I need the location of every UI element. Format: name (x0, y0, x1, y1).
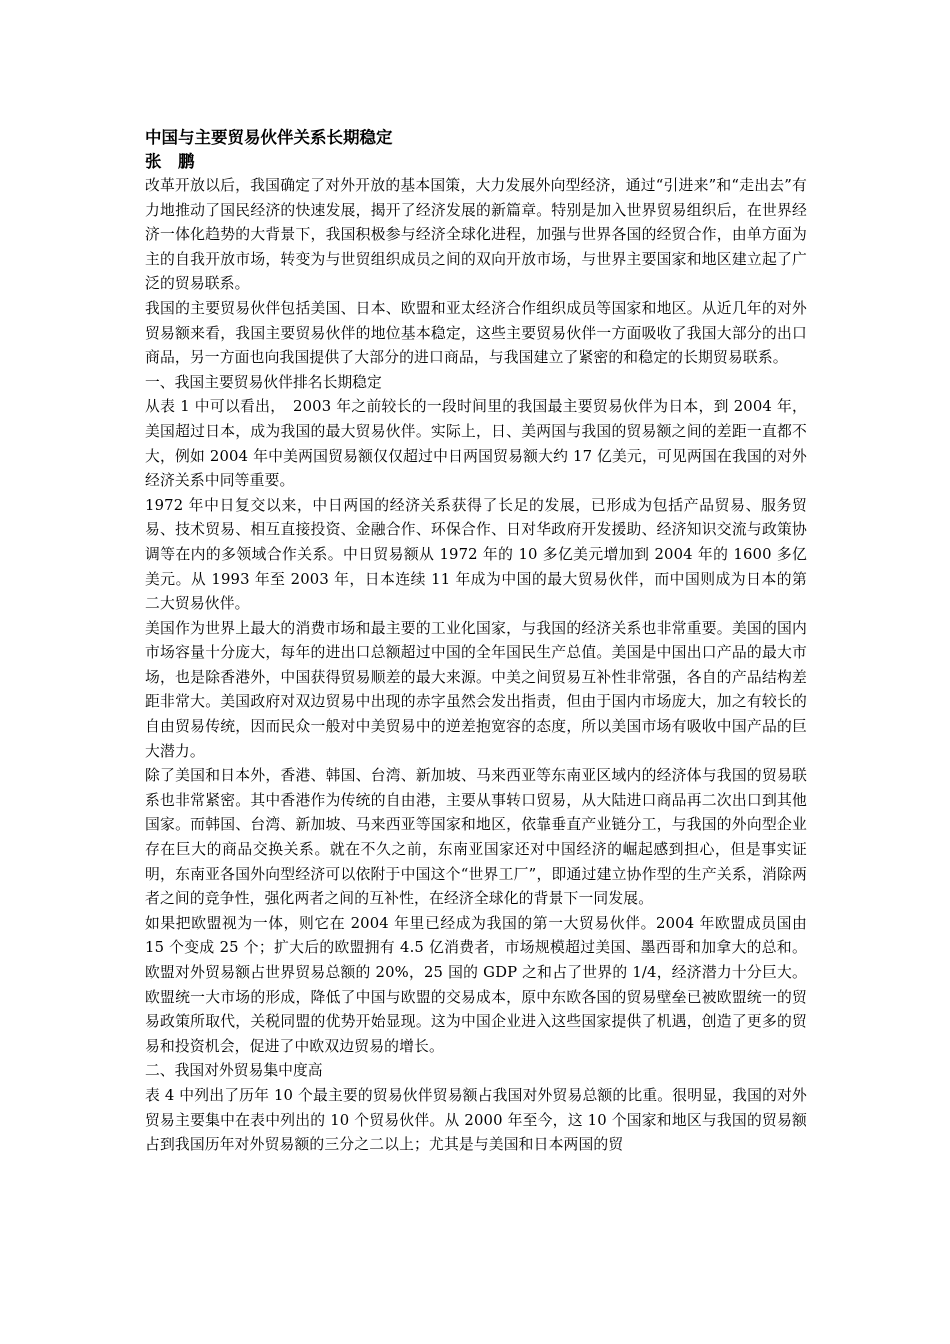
article-author: 张 鹏 (145, 152, 195, 171)
paragraph-main-partners: 我国的主要贸易伙伴包括美国、日本、欧盟和亚太经济合作组织成员等国家和地区。从近几年的对外贸易额来看，我国主要贸易伙伴的地位基本稳定，这些主要贸易伙伴一方面吸收了我国大部分的出口商品，另一方面也向我国提供了大部分的进口商品，与我国建立了紧密的和稳定的长期贸易联系。 (145, 299, 807, 367)
article-title: 中国与主要贸易伙伴关系长期稳定 (145, 128, 393, 147)
paragraph-table1-ranking: 从表 1 中可以看出， 2003 年之前较长的一段时间里的我国最主要贸易伙伴为日本，到 2004 年，美国超过日本，成为我国的最大贸易伙伴。实际上，日、美两国与我国的贸易额之间的差距一直都不大，例如 2004 年中美两国贸易额仅仅超过中日两国贸易额大约 17 亿美元，可见两国在我国的对外经济关系中同等重要。 (145, 398, 807, 490)
section-heading-2: 二、我国对外贸易集中度高 (145, 1062, 323, 1080)
paragraph-eu: 如果把欧盟视为一体，则它在 2004 年里已经成为我国的第一大贸易伙伴。2004 年欧盟成员国由 15 个变成 25 个；扩大后的欧盟拥有 4.5 亿消费者，市场规模超过美国、墨西哥和加拿大的总和。欧盟对外贸易额占世界贸易总额的 20%，25 国的 GDP 之和占了世界的 1/4，经济潜力十分巨大。欧盟统一大市场的形成，降低了中国与欧盟的交易成本，原中东欧各国的贸易壁垒已被欧盟统一的贸易政策所取代，关税同盟的优势开始显现。这为中国企业进入这些国家提供了机遇，创造了更多的贸易和投资机会，促进了中欧双边贸易的增长。 (145, 914, 807, 1055)
paragraph-southeast-asia: 除了美国和日本外，香港、韩国、台湾、新加坡、马来西亚等东南亚区域内的经济体与我国的贸易联系也非常紧密。其中香港作为传统的自由港，主要从事转口贸易，从大陆进口商品再二次出口到其他国家。而韩国、台湾、新加坡、马来西亚等国家和地区，依靠垂直产业链分工，与我国的外向型企业存在巨大的商品交换关系。就在不久之前，东南亚国家还对中国经济的崛起感到担心，但是事实证明，东南亚各国外向型经济可以依附于中国这个“世界工厂”，即通过建立协作型的生产关系，消除两者之间的竞争性，强化两者之间的互补性，在经济全球化的背景下一同发展。 (145, 767, 807, 908)
paragraph-intro-opening: 改革开放以后，我国确定了对外开放的基本国策，大力发展外向型经济，通过“引进来”和“走出去”有力地推动了国民经济的快速发展，揭开了经济发展的新篇章。特别是加入世界贸易组织后，在世界经济一体化趋势的大背景下，我国积极参与经济全球化进程，加强与世界各国的经贸合作，由单方面为主的自我开放市场，转变为与世贸组织成员之间的双向开放市场，与世界主要国家和地区建立起了广泛的贸易联系。 (145, 177, 807, 293)
article-body (145, 174, 807, 1158)
paragraph-china-us: 美国作为世界上最大的消费市场和最主要的工业化国家，与我国的经济关系也非常重要。美国的国内市场容量十分庞大，每年的进出口总额超过中国的全年国民生产总值。美国是中国出口产品的最大市场，也是除香港外，中国获得贸易顺差的最大来源。中美之间贸易互补性非常强，各自的产品结构差距非常大。美国政府对双边贸易中出现的赤字虽然会发出指责，但由于国内市场庞大，加之有较长的自由贸易传统，因而民众一般对中美贸易中的逆差抱宽容的态度，所以美国市场有吸收中国产品的巨大潜力。 (145, 619, 807, 760)
paragraph-table4-concentration: 表 4 中列出了历年 10 个最主要的贸易伙伴贸易额占我国对外贸易总额的比重。很明显，我国的对外贸易主要集中在表中列出的 10 个贸易伙伴。从 2000 年至今，这 10 个国家和地区与我国的贸易额占到我国历年对外贸易额的三分之二以上；尤其是与美国和日本两国的贸 (145, 1086, 807, 1154)
paragraph-china-japan: 1972 年中日复交以来，中日两国的经济关系获得了长足的发展，已形成为包括产品贸易、服务贸易、技术贸易、相互直接投资、金融合作、环保合作、日对华政府开发援助、经济知识交流与政策协调等在内的多领域合作关系。中日贸易额从 1972 年的 10 多亿美元增加到 2004 年的 1600 多亿美元。从 1993 年至 2003 年，日本连续 11 年成为中国的最大贸易伙伴，而中国则成为日本的第二大贸易伙伴。 (145, 496, 807, 613)
section-heading-1: 一、我国主要贸易伙伴排名长期稳定 (145, 373, 382, 391)
document-page (145, 126, 807, 1158)
